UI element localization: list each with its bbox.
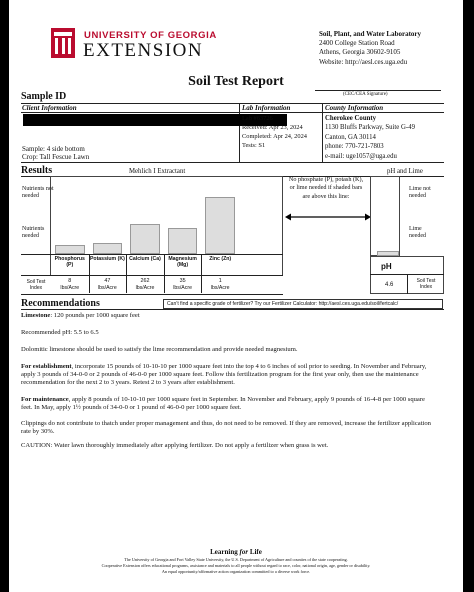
- section-rule: [21, 309, 444, 310]
- crop-line: Crop: Tall Fescue Lawn: [22, 153, 90, 161]
- lab-address-line2: Athens, Georgia 30602-9105: [319, 48, 401, 57]
- footer-tagline-suffix: Life: [248, 548, 262, 556]
- nutrient-bar: [168, 228, 198, 254]
- nutrient-name: Magnesium (Mg): [168, 256, 197, 269]
- section-rule: [21, 162, 444, 163]
- lime-graph: [370, 176, 400, 256]
- limestone-text: : 120 pounds per 1000 square feet: [50, 312, 140, 319]
- nutrient-column-divider: [164, 255, 165, 293]
- lab-number: Lab #63726: [242, 115, 273, 122]
- nutrient-unit: lbs/Acre: [135, 285, 155, 291]
- completed-date: Completed: Apr 24, 2024: [242, 133, 307, 140]
- county-address2: Canton, GA 30114: [325, 133, 376, 141]
- establishment-recommendation: [21, 363, 431, 388]
- county-address1: 1130 Bluffs Parkway, Suite G-49: [325, 124, 415, 132]
- nutrient-bar: [93, 243, 123, 254]
- lime-needed-label: Lime needed: [409, 226, 426, 239]
- uga-arch-logo-icon: [51, 28, 75, 58]
- nutrients-needed-label: Nutrients needed: [22, 226, 45, 239]
- lab-address-block: [319, 30, 459, 67]
- footer-line2: Cooperative Extension offers educational programs, assistance and materials to all people without regard to race, color, national origin, age, gender or disability.: [101, 562, 371, 568]
- lime-not-needed-label: Lime not needed: [409, 186, 431, 199]
- lab-info-block: [242, 114, 307, 150]
- county-info-label: County Information: [325, 104, 384, 112]
- ph-lime-header: pH and Lime: [387, 168, 423, 175]
- county-email: e-mail: uge1057@uga.edu: [325, 152, 397, 160]
- nutrient-unit: lbs/Acre: [173, 285, 192, 291]
- lab-name: Soil, Plant, and Water Laboratory: [319, 30, 422, 38]
- county-name: Cherokee County: [325, 115, 377, 122]
- county-phone: phone: 770-721-7803: [325, 143, 384, 151]
- nutrient-column-divider: [201, 255, 202, 293]
- maintenance-label: For maintenance: [21, 396, 69, 403]
- sample-id-label: Sample ID: [21, 91, 67, 102]
- column-divider: [239, 104, 240, 162]
- ph-soil-test-index-label: Soil Test Index: [416, 278, 436, 290]
- fertilizer-calculator-link[interactable]: Can't find a specific grade of fertilizer? Try our Fertilizer Calculator: http://aesl.ces.uga.edu/soil/fertcalc/: [163, 299, 443, 309]
- clippings-note: Clippings do not contribute to thatch under proper management and thus, do not need to be removed. If they are removed, increase the fertilizer application rate by 30%.: [21, 420, 431, 436]
- received-date: Received: Apr 23, 2024: [242, 124, 303, 131]
- nutrient-value: 1: [218, 278, 222, 284]
- ph-divider: [370, 274, 444, 275]
- org-name: UNIVERSITY OF GEORGIA: [84, 30, 217, 41]
- caution-note: CAUTION: Water lawn thoroughly immediately after applying fertilizer. Do not apply a fertilizer when grass is wet.: [21, 442, 329, 449]
- nutrient-row-rule: [21, 294, 283, 295]
- nutrients-not-needed-label: Nutrients not needed: [22, 186, 54, 199]
- recommendations-label: Recommendations: [21, 298, 100, 309]
- ph-value: 4.6: [385, 282, 394, 288]
- signature-caption: (CEC/CEA Signature): [343, 92, 388, 97]
- nutrient-row-rule: [21, 275, 283, 276]
- ph-divider: [407, 274, 408, 294]
- footer-line3: An equal opportunity/affirmative action organization committed to a diverse work force.: [161, 568, 311, 574]
- nutrient-name: Calcium (Ca): [129, 256, 161, 262]
- nutrient-name: Potassium (K): [89, 256, 125, 262]
- nutrient-value: 8: [68, 278, 72, 284]
- nutrient-column-divider: [89, 255, 90, 293]
- report-page: [9, 0, 463, 592]
- establishment-text: , incorporate 15 pounds of 10-10-10 per 1000 square feet into the top 4 to 6 inches of soil prior to seeding. In November and February, apply 3 pounds of 34-0-0 or 2 pounds of 46-0-0 per 1000 square feet. Follow this fertilization program for the first year only, then use the maintenance recommendation for the next 2 to 3 years. Retest 2 to 3 years after establishment.: [21, 363, 427, 387]
- soil-test-index-label: Soil Test Index: [26, 279, 46, 291]
- nutrient-value: 47: [104, 278, 111, 284]
- footer-line1: The University of Georgia and Fort Valley State University, the U.S. Department of Agriculture and counties of the state cooperating.: [124, 557, 348, 562]
- county-info-block: [325, 114, 415, 161]
- column-divider: [322, 104, 323, 162]
- nutrient-graph-axis: [21, 254, 283, 255]
- nutrient-value: 35: [179, 278, 186, 284]
- tests-line: Tests: S1: [242, 142, 266, 149]
- maintenance-text: , apply 8 pounds of 10-10-10 per 1000 square feet in September. In November and February, apply 9 pounds of 16-4-8 per 1000 square feet. In May, apply 1½ pounds of 34-0-0 or 1 pound of 46-0-0 per 1000 square feet.: [21, 396, 425, 412]
- nutrient-name: Zinc (Zn): [209, 256, 232, 262]
- limestone-recommendation: [21, 312, 431, 320]
- recommended-ph: Recommended pH: 5.5 to 6.5: [21, 329, 99, 336]
- nutrient-value: 262: [140, 278, 150, 284]
- footer-tagline: [9, 548, 463, 556]
- extractant-label: Mehlich I Extractant: [129, 168, 186, 175]
- nutrient-unit: lbs/Acre: [210, 285, 230, 291]
- nutrient-unit: lbs/Acre: [60, 285, 80, 291]
- lab-website: Website: http://aesl.ces.uga.edu: [319, 57, 408, 66]
- maintenance-recommendation: [21, 396, 431, 412]
- footer-tagline-for: for: [239, 548, 249, 556]
- signature-line: [315, 90, 441, 91]
- lab-address-line1: 2400 College Station Road: [319, 39, 395, 48]
- nutrient-bar: [55, 245, 85, 254]
- establishment-label: For establishment: [21, 363, 72, 370]
- limestone-label: Limestone: [21, 312, 51, 319]
- lab-info-label: Lab Information: [242, 104, 291, 112]
- nutrient-bar: [130, 224, 160, 254]
- double-arrow-icon: [285, 209, 371, 219]
- footer-notice: [29, 557, 443, 574]
- nutrient-bar: [205, 197, 235, 254]
- client-info-label: Client Information: [22, 104, 77, 112]
- sample-line: Sample: 4 side bottom: [22, 145, 85, 153]
- nutrient-column-divider: [126, 255, 127, 293]
- org-unit: EXTENSION: [83, 40, 204, 61]
- results-label: Results: [21, 165, 53, 176]
- shaded-bars-note: No phosphate (P), potash (K), or lime needed if shaded bars are above this line:: [288, 176, 364, 200]
- page-title: Soil Test Report: [188, 74, 284, 89]
- footer-tagline-prefix: Learning: [210, 548, 240, 556]
- nutrient-unit: lbs/Acre: [98, 285, 117, 291]
- ph-label: pH: [381, 262, 392, 271]
- dolomitic-note: Dolomitic limestone should be used to satisfy the lime recommendation and provide needed magnesium.: [21, 346, 298, 353]
- nutrient-name: Phosphorus (P): [54, 256, 85, 269]
- section-rule: [21, 112, 444, 113]
